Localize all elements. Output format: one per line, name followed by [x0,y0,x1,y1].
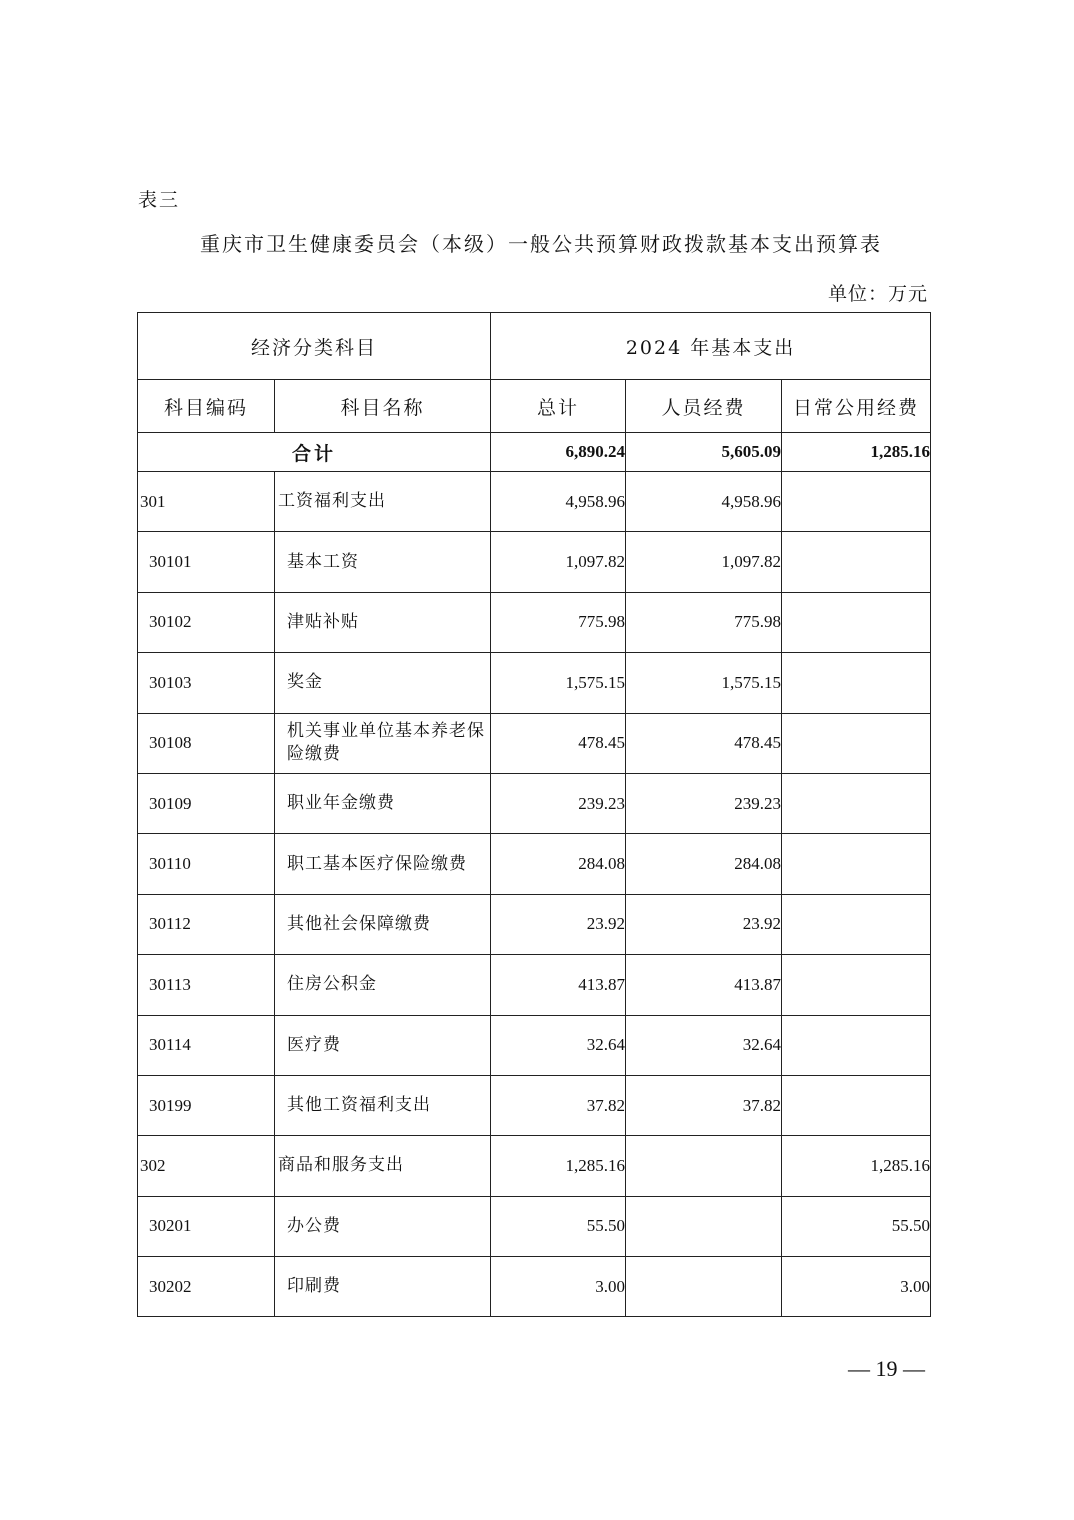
header-personnel: 人员经费 [626,380,782,433]
budget-table [137,312,931,1317]
row-total: 1,575.15 [491,653,626,713]
document-title: 重庆市卫生健康委员会（本级）一般公共预算财政拨款基本支出预算表 [200,232,882,256]
row-total: 3.00 [491,1257,626,1317]
row-personnel [626,1257,782,1317]
row-personnel: 413.87 [626,955,782,1015]
row-public [782,592,931,652]
table-row [138,773,931,833]
row-public [782,834,931,894]
row-name: 住房公积金 [275,955,491,1015]
row-name: 机关事业单位基本养老保险缴费 [275,713,491,773]
row-public [782,955,931,1015]
row-public [782,1015,931,1075]
header-total: 总计 [491,380,626,433]
table-label: 表三 [138,189,181,211]
row-personnel: 4,958.96 [626,472,782,532]
row-code: 30202 [138,1257,275,1317]
row-code: 30110 [138,834,275,894]
row-total: 478.45 [491,713,626,773]
total-sum: 6,890.24 [491,433,626,472]
total-personnel: 5,605.09 [626,433,782,472]
row-name: 其他社会保障缴费 [275,894,491,954]
row-name: 奖金 [275,653,491,713]
row-personnel [626,1196,782,1256]
row-name: 办公费 [275,1196,491,1256]
row-personnel: 1,097.82 [626,532,782,592]
table-row [138,592,931,652]
row-personnel: 775.98 [626,592,782,652]
page-number: — 19 — [848,1356,925,1381]
table-row [138,894,931,954]
row-public [782,713,931,773]
row-personnel: 37.82 [626,1075,782,1135]
row-public [782,472,931,532]
row-total: 775.98 [491,592,626,652]
row-code: 30101 [138,532,275,592]
row-name: 基本工资 [275,532,491,592]
row-name: 印刷费 [275,1257,491,1317]
row-name: 工资福利支出 [275,472,491,532]
row-name: 职工基本医疗保险缴费 [275,834,491,894]
table-row [138,653,931,713]
row-personnel: 23.92 [626,894,782,954]
row-personnel [626,1136,782,1196]
row-personnel: 284.08 [626,834,782,894]
row-total: 284.08 [491,834,626,894]
table-row [138,1257,931,1317]
row-code: 301 [138,472,275,532]
row-name: 其他工资福利支出 [275,1075,491,1135]
row-name: 商品和服务支出 [275,1136,491,1196]
row-public: 55.50 [782,1196,931,1256]
row-total: 4,958.96 [491,472,626,532]
row-code: 30109 [138,773,275,833]
row-public [782,1075,931,1135]
row-code: 30108 [138,713,275,773]
header-public: 日常公用经费 [782,380,931,433]
row-total: 1,097.82 [491,532,626,592]
row-public [782,653,931,713]
row-public [782,773,931,833]
row-total: 37.82 [491,1075,626,1135]
row-personnel: 1,575.15 [626,653,782,713]
header-code: 科目编码 [138,380,275,433]
row-code: 30103 [138,653,275,713]
table-row [138,532,931,592]
table-row [138,1196,931,1256]
row-total: 32.64 [491,1015,626,1075]
table-row [138,955,931,1015]
row-name: 津贴补贴 [275,592,491,652]
row-name: 医疗费 [275,1015,491,1075]
row-code: 30112 [138,894,275,954]
row-code: 302 [138,1136,275,1196]
row-public: 1,285.16 [782,1136,931,1196]
row-code: 30199 [138,1075,275,1135]
row-public: 3.00 [782,1257,931,1317]
row-total: 55.50 [491,1196,626,1256]
header-name: 科目名称 [275,380,491,433]
table-row [138,1015,931,1075]
row-code: 30201 [138,1196,275,1256]
row-public [782,532,931,592]
row-total: 1,285.16 [491,1136,626,1196]
header-basic-expenditure: 2024 年基本支出 [491,313,931,380]
row-code: 30102 [138,592,275,652]
row-code: 30114 [138,1015,275,1075]
table-row [138,472,931,532]
table-row [138,834,931,894]
unit-label: 单位：万元 [827,283,928,305]
row-total: 23.92 [491,894,626,954]
header-row-columns [138,380,931,433]
total-public: 1,285.16 [782,433,931,472]
header-econ-classification: 经济分类科目 [138,313,491,380]
row-total: 413.87 [491,955,626,1015]
row-personnel: 32.64 [626,1015,782,1075]
total-row [138,433,931,472]
row-total: 239.23 [491,773,626,833]
table-row [138,713,931,773]
total-label: 合计 [138,433,491,472]
table-row [138,1075,931,1135]
row-personnel: 239.23 [626,773,782,833]
header-row-group [138,313,931,380]
table-row [138,1136,931,1196]
row-name: 职业年金缴费 [275,773,491,833]
row-public [782,894,931,954]
row-personnel: 478.45 [626,713,782,773]
row-code: 30113 [138,955,275,1015]
